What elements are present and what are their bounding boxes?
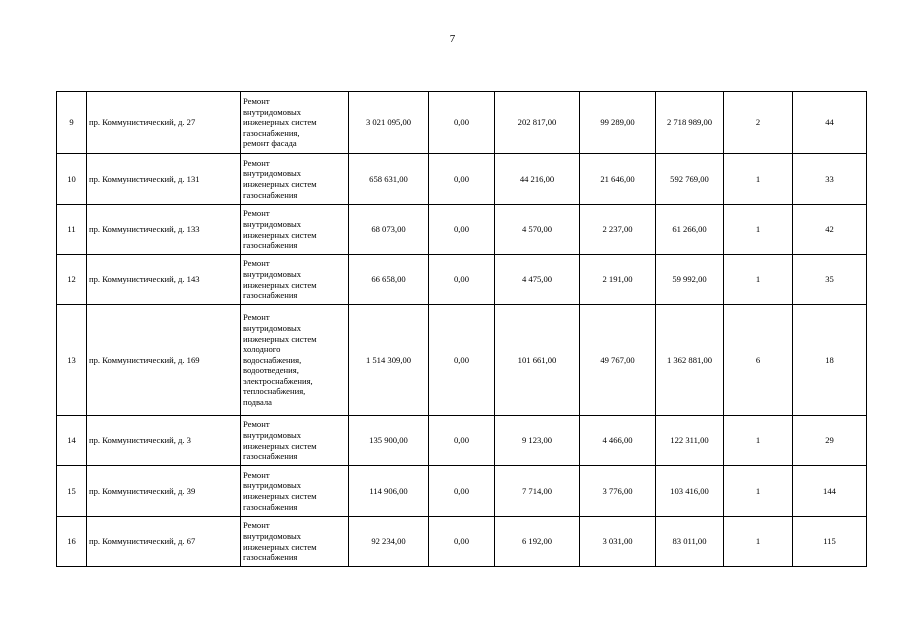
work-description-cell: Ремонт внутридомовых инженерных систем газоснабжения	[241, 466, 349, 517]
value-cell: 9 123,00	[495, 416, 580, 466]
value-cell: 3 776,00	[580, 466, 656, 517]
row-number: 15	[57, 466, 87, 517]
total-cost-cell: 135 900,00	[349, 416, 429, 466]
total-cost-cell: 66 658,00	[349, 255, 429, 305]
value-cell: 83 011,00	[656, 517, 724, 567]
total-cost-cell: 1 514 309,00	[349, 305, 429, 416]
value-cell: 1 362 881,00	[656, 305, 724, 416]
work-description-cell: Ремонт внутридомовых инженерных систем газоснабжения	[241, 205, 349, 255]
address-cell: пр. Коммунистический, д. 133	[87, 205, 241, 255]
value-cell: 49 767,00	[580, 305, 656, 416]
row-number: 11	[57, 205, 87, 255]
table-row	[57, 92, 867, 154]
value-cell: 0,00	[429, 154, 495, 205]
value-cell: 101 661,00	[495, 305, 580, 416]
table-row	[57, 466, 867, 517]
value-cell: 59 992,00	[656, 255, 724, 305]
address-cell: пр. Коммунистический, д. 3	[87, 416, 241, 466]
table-row	[57, 255, 867, 305]
count-cell: 1	[724, 154, 793, 205]
value-cell: 122 311,00	[656, 416, 724, 466]
address-cell: пр. Коммунистический, д. 143	[87, 255, 241, 305]
value-cell: 0,00	[429, 305, 495, 416]
value-cell: 6 192,00	[495, 517, 580, 567]
count-cell: 115	[793, 517, 867, 567]
table-row	[57, 305, 867, 416]
total-cost-cell: 114 906,00	[349, 466, 429, 517]
value-cell: 0,00	[429, 416, 495, 466]
table-row	[57, 416, 867, 466]
value-cell: 0,00	[429, 255, 495, 305]
count-cell: 44	[793, 92, 867, 154]
value-cell: 21 646,00	[580, 154, 656, 205]
work-description-cell: Ремонт внутридомовых инженерных систем газоснабжения, ремонт фасада	[241, 92, 349, 154]
total-cost-cell: 68 073,00	[349, 205, 429, 255]
total-cost-cell: 3 021 095,00	[349, 92, 429, 154]
count-cell: 2	[724, 92, 793, 154]
total-cost-cell: 92 234,00	[349, 517, 429, 567]
value-cell: 99 289,00	[580, 92, 656, 154]
value-cell: 2 237,00	[580, 205, 656, 255]
row-number: 14	[57, 416, 87, 466]
count-cell: 1	[724, 255, 793, 305]
value-cell: 0,00	[429, 517, 495, 567]
table-row	[57, 154, 867, 205]
work-description-cell: Ремонт внутридомовых инженерных систем газоснабжения	[241, 255, 349, 305]
address-cell: пр. Коммунистический, д. 39	[87, 466, 241, 517]
work-description-cell: Ремонт внутридомовых инженерных систем газоснабжения	[241, 154, 349, 205]
work-description-cell: Ремонт внутридомовых инженерных систем газоснабжения	[241, 517, 349, 567]
value-cell: 2 718 989,00	[656, 92, 724, 154]
count-cell: 42	[793, 205, 867, 255]
value-cell: 44 216,00	[495, 154, 580, 205]
repair-table	[56, 91, 867, 567]
table-row	[57, 517, 867, 567]
value-cell: 202 817,00	[495, 92, 580, 154]
count-cell: 35	[793, 255, 867, 305]
value-cell: 4 475,00	[495, 255, 580, 305]
value-cell: 7 714,00	[495, 466, 580, 517]
row-number: 12	[57, 255, 87, 305]
count-cell: 29	[793, 416, 867, 466]
value-cell: 0,00	[429, 205, 495, 255]
value-cell: 3 031,00	[580, 517, 656, 567]
address-cell: пр. Коммунистический, д. 27	[87, 92, 241, 154]
row-number: 10	[57, 154, 87, 205]
count-cell: 33	[793, 154, 867, 205]
count-cell: 1	[724, 466, 793, 517]
count-cell: 1	[724, 517, 793, 567]
value-cell: 4 570,00	[495, 205, 580, 255]
table-row	[57, 205, 867, 255]
value-cell: 0,00	[429, 466, 495, 517]
count-cell: 144	[793, 466, 867, 517]
value-cell: 103 416,00	[656, 466, 724, 517]
address-cell: пр. Коммунистический, д. 169	[87, 305, 241, 416]
work-description-cell: Ремонт внутридомовых инженерных систем газоснабжения	[241, 416, 349, 466]
work-description-cell: Ремонт внутридомовых инженерных систем холодного водоснабжения, водоотведения, электроснабжения, теплоснабжения, подвала	[241, 305, 349, 416]
page-number: 7	[449, 33, 456, 45]
address-cell: пр. Коммунистический, д. 67	[87, 517, 241, 567]
value-cell: 61 266,00	[656, 205, 724, 255]
count-cell: 6	[724, 305, 793, 416]
address-cell: пр. Коммунистический, д. 131	[87, 154, 241, 205]
value-cell: 592 769,00	[656, 154, 724, 205]
value-cell: 2 191,00	[580, 255, 656, 305]
count-cell: 1	[724, 205, 793, 255]
value-cell: 0,00	[429, 92, 495, 154]
row-number: 16	[57, 517, 87, 567]
count-cell: 1	[724, 416, 793, 466]
value-cell: 4 466,00	[580, 416, 656, 466]
row-number: 13	[57, 305, 87, 416]
count-cell: 18	[793, 305, 867, 416]
total-cost-cell: 658 631,00	[349, 154, 429, 205]
row-number: 9	[57, 92, 87, 154]
